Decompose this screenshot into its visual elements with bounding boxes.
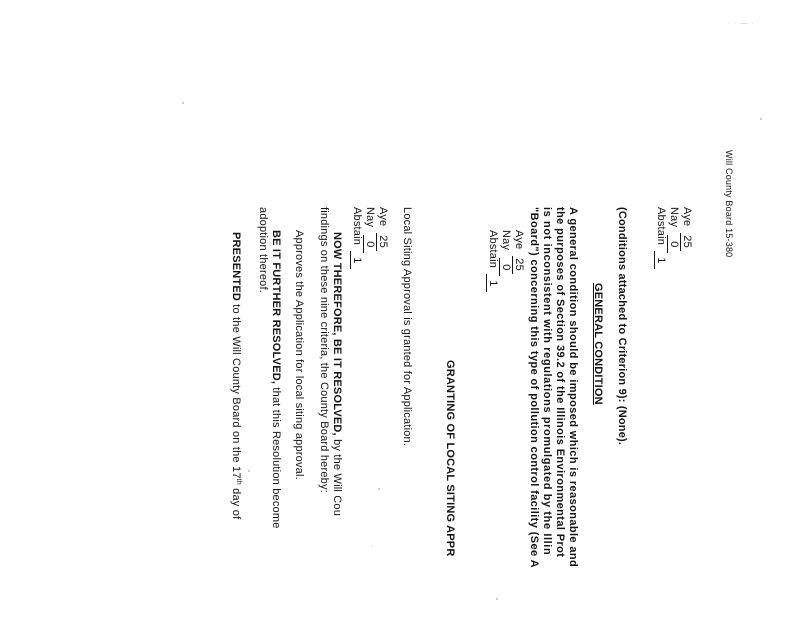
nay-label: Nay bbox=[364, 207, 376, 228]
adoption-line: adoption thereof. bbox=[257, 207, 269, 293]
abstain-value: 1 bbox=[486, 274, 499, 292]
nay-value: 0 bbox=[363, 235, 376, 253]
now-therefore-lead: NOW THEREFORE, BE IT RESOLVED, bbox=[331, 232, 343, 436]
gc-abstain-row bbox=[486, 230, 499, 292]
abstain-label: Abstain bbox=[487, 230, 499, 269]
general-condition-line-2: the purposes of Section 39.2 of the Illinois Environmental Prot bbox=[554, 207, 566, 558]
now-therefore-line bbox=[330, 232, 343, 516]
granting-heading: GRANTING OF LOCAL SITING APPR bbox=[444, 360, 456, 557]
nay-label: Nay bbox=[668, 207, 680, 228]
presented-superscript: th bbox=[235, 478, 242, 485]
abstain-value: 1 bbox=[350, 251, 363, 269]
nay-label: Nay bbox=[500, 230, 512, 251]
criterion9-conditions: (Conditions attached to Criterion 9): (None). bbox=[616, 207, 628, 446]
granting-statement: Local Siting Approval is granted for Application. bbox=[401, 207, 413, 447]
aye-value: 25 bbox=[512, 256, 525, 274]
general-condition-line-4: "Board") concerning this type of pollution control facility (See A bbox=[528, 207, 540, 568]
aye-label: Aye bbox=[377, 207, 389, 227]
grant-aye-row bbox=[376, 207, 389, 251]
abstain-label: Abstain bbox=[655, 207, 667, 246]
crit9-aye-row bbox=[680, 207, 693, 251]
general-condition-heading: GENERAL CONDITION bbox=[592, 283, 604, 405]
aye-label: Aye bbox=[681, 207, 693, 227]
presented-lead: PRESENTED bbox=[230, 232, 242, 302]
crit9-nay-row bbox=[667, 207, 680, 253]
aye-label: Aye bbox=[513, 230, 525, 250]
grant-abstain-row bbox=[350, 207, 363, 269]
presented-tail: day of bbox=[230, 484, 242, 520]
document-reference-header: Will County Board 15-380 bbox=[724, 150, 734, 258]
further-resolved-line bbox=[269, 230, 282, 529]
general-condition-line-1: A general condition should be imposed which is reasonable and bbox=[567, 207, 579, 568]
presented-rest: to the Will County Board on the 17 bbox=[230, 301, 242, 479]
approves-line: Approves the Application for local siting approval. bbox=[293, 230, 305, 480]
further-resolved-rest: that this Resolution become bbox=[270, 384, 282, 529]
presented-line bbox=[229, 232, 245, 519]
aye-value: 25 bbox=[680, 233, 693, 251]
crit9-abstain-row bbox=[654, 207, 667, 269]
further-resolved-lead: BE IT FURTHER RESOLVED, bbox=[270, 230, 282, 385]
abstain-value: 1 bbox=[654, 251, 667, 269]
abstain-label: Abstain bbox=[351, 207, 363, 246]
margin-scan-marks: · · — · bbox=[728, 20, 755, 27]
general-condition-line-3: is not inconsistent with regulations promulgated by the Illin bbox=[541, 207, 553, 556]
aye-value: 25 bbox=[376, 233, 389, 251]
grant-nay-row bbox=[363, 207, 376, 253]
findings-line: findings on these nine criteria, the County Board hereby: bbox=[318, 207, 330, 493]
gc-nay-row bbox=[499, 230, 512, 276]
now-therefore-rest: by the Will Cou bbox=[331, 435, 343, 517]
gc-aye-row bbox=[512, 230, 525, 274]
nay-value: 0 bbox=[499, 258, 512, 276]
nay-value: 0 bbox=[667, 235, 680, 253]
